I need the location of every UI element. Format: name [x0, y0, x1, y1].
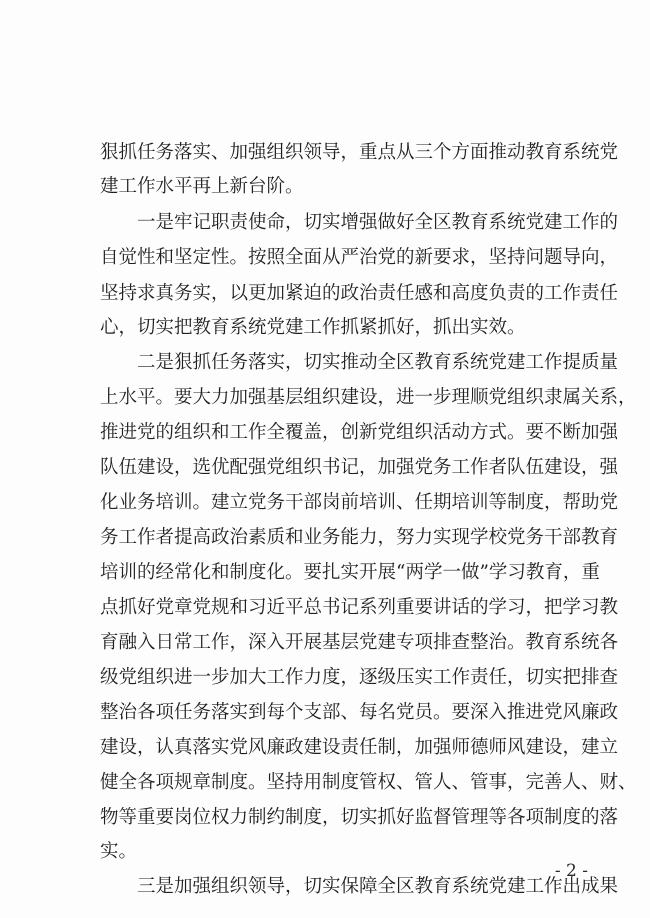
text-line: 点抓好党章党规和习近平总书记系列重要讲话的学习，把学习教 — [100, 597, 619, 618]
text-line: 推进党的组织和工作全覆盖，创新党组织活动方式。要不断加强 — [100, 422, 619, 443]
text-line: 二是狠抓任务落实，切实推动全区教育系统党建工作提质量 — [100, 352, 619, 373]
text-line: 自觉性和坚定性。按照全面从严治党的新要求，坚持问题导向， — [100, 247, 619, 268]
text-line: 上水平。要大力加强基层组织建设，进一步理顺党组织隶属关系， — [100, 387, 637, 408]
text-line: 建设，认真落实党风廉政建设责任制，加强师德师风建设，建立 — [100, 737, 619, 758]
page-number: - 2 - — [554, 861, 588, 881]
text-line: 化业务培训。建立党务干部岗前培训、任期培训等制度，帮助党 — [100, 492, 619, 513]
text-line: 级党组织进一步加大工作力度，逐级压实工作责任，切实把排查 — [100, 667, 619, 688]
text-line: 三是加强组织领导，切实保障全区教育系统党建工作出成果 — [100, 876, 619, 897]
text-line: 健全各项规章制度。坚持用制度管权、管人、管事，完善人、财、 — [100, 772, 637, 793]
text-line: 心，切实把教育系统党建工作抓紧抓好，抓出实效。 — [100, 317, 526, 338]
text-line: 务工作者提高政治素质和业务能力，努力实现学校党务干部教育 — [100, 527, 619, 548]
text-line: 培训的经常化和制度化。要扎实开展“两学一做”学习教育，重 — [100, 562, 600, 583]
text-line: 建工作水平再上新台阶。 — [100, 176, 304, 197]
text-line: 一是牢记职责使命，切实增强做好全区教育系统党建工作的 — [100, 212, 619, 233]
text-line: 狠抓任务落实、加强组织领导，重点从三个方面推动教育系统党 — [100, 142, 619, 163]
text-line: 整治各项任务落实到每个支部、每名党员。要深入推进党风廉政 — [100, 702, 619, 723]
text-line: 育融入日常工作，深入开展基层党建专项排查整治。教育系统各 — [100, 632, 619, 653]
text-line: 坚持求真务实，以更加紧迫的政治责任感和高度负责的工作责任 — [100, 283, 619, 304]
text-line: 物等重要岗位权力制约制度，切实抓好监督管理等各项制度的落 — [100, 807, 619, 828]
text-line: 队伍建设，选优配强党组织书记，加强党务工作者队伍建设，强 — [100, 457, 619, 478]
text-line: 实。 — [100, 841, 138, 862]
